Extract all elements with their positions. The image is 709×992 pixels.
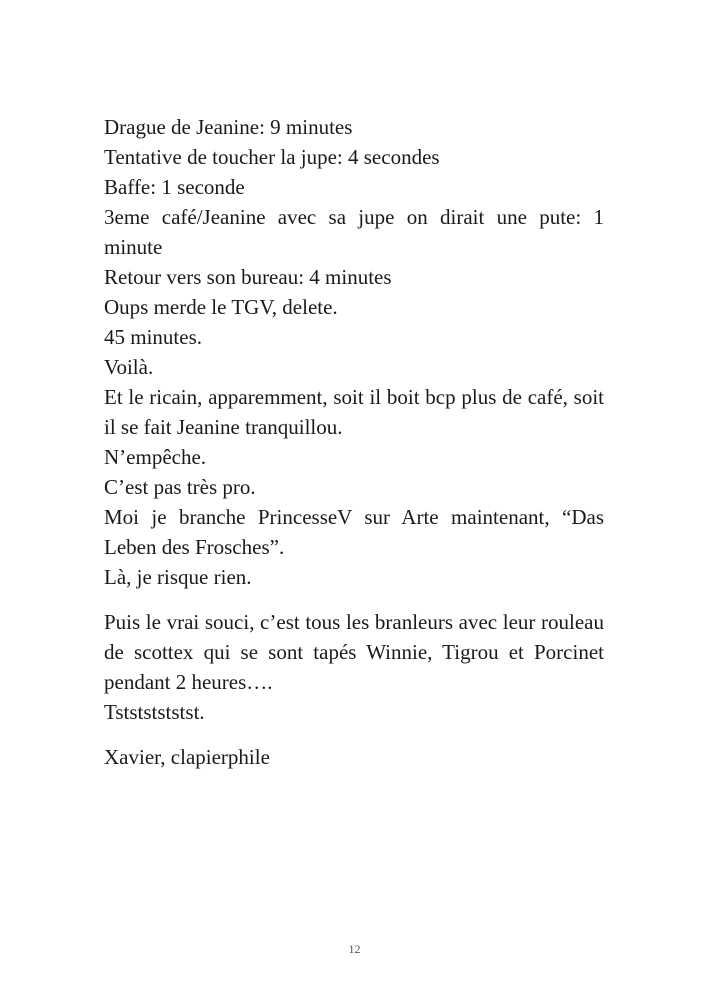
paragraph: Et le ricain, apparemment, soit il boit bcp plus de café, soit il se fait Jeanine tranquillou. xyxy=(104,385,604,439)
paragraph: 3eme café/Jeanine avec sa jupe on dirait une pute: 1 minute xyxy=(104,205,604,259)
paragraph: Tstststststst. xyxy=(104,700,205,724)
paragraph: Voilà. xyxy=(104,355,154,379)
paragraph: C’est pas très pro. xyxy=(104,475,256,499)
body-text xyxy=(104,112,604,772)
signature-line: Xavier, clapierphile xyxy=(104,745,270,769)
paragraph: Oups merde le TGV, delete. xyxy=(104,295,338,319)
page-number: 12 xyxy=(348,942,361,956)
paragraph: Puis le vrai souci, c’est tous les branleurs avec leur rouleau de scottex qui se sont tapés Winnie, Tigrou et Porcinet pendant 2 heures…. xyxy=(104,610,604,694)
paragraph: Moi je branche PrincesseV sur Arte maintenant, “Das Leben des Frosches”. xyxy=(104,505,604,559)
paragraph: Là, je risque rien. xyxy=(104,565,252,589)
paragraph: Tentative de toucher la jupe: 4 secondes xyxy=(104,145,440,169)
paragraph: 45 minutes. xyxy=(104,325,202,349)
paragraph: Drague de Jeanine: 9 minutes xyxy=(104,115,353,139)
paragraph: Baffe: 1 seconde xyxy=(104,175,245,199)
paragraph: Retour vers son bureau: 4 minutes xyxy=(104,265,392,289)
paragraph: N’empêche. xyxy=(104,445,207,469)
